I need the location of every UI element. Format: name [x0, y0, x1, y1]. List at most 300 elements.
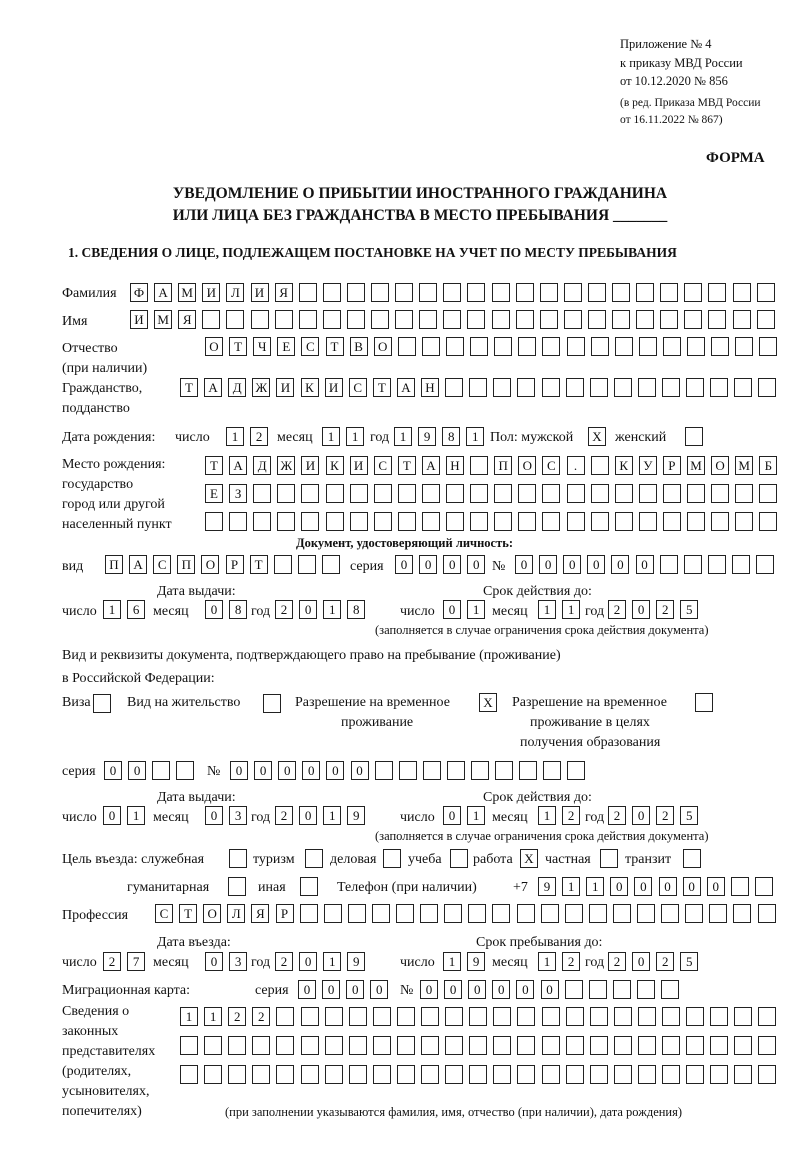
- char-box[interactable]: [252, 1065, 270, 1084]
- char-box[interactable]: [517, 1065, 535, 1084]
- char-box[interactable]: [614, 378, 632, 397]
- char-box[interactable]: 0: [230, 761, 248, 780]
- char-box[interactable]: [205, 512, 223, 531]
- char-box[interactable]: Н: [446, 456, 464, 475]
- char-box[interactable]: [495, 761, 513, 780]
- char-box[interactable]: Л: [227, 904, 245, 923]
- char-box[interactable]: 0: [302, 761, 320, 780]
- char-box[interactable]: [398, 484, 416, 503]
- char-box[interactable]: 1: [127, 806, 145, 825]
- char-box[interactable]: [591, 456, 609, 475]
- char-box[interactable]: 0: [541, 980, 559, 999]
- char-box[interactable]: [638, 1065, 656, 1084]
- char-box[interactable]: [229, 849, 247, 868]
- char-box[interactable]: [685, 904, 703, 923]
- char-box[interactable]: И: [301, 456, 319, 475]
- char-box[interactable]: [542, 1036, 560, 1055]
- char-box[interactable]: [470, 484, 488, 503]
- char-box[interactable]: [373, 1007, 391, 1026]
- char-box[interactable]: [709, 904, 727, 923]
- char-box[interactable]: 0: [299, 952, 317, 971]
- char-box[interactable]: [687, 337, 705, 356]
- char-box[interactable]: [639, 484, 657, 503]
- char-box[interactable]: [301, 512, 319, 531]
- char-box[interactable]: [276, 1036, 294, 1055]
- char-box[interactable]: [322, 555, 340, 574]
- char-box[interactable]: 1: [562, 877, 580, 896]
- char-box[interactable]: П: [177, 555, 195, 574]
- char-box[interactable]: С: [349, 378, 367, 397]
- char-box[interactable]: [564, 310, 582, 329]
- char-box[interactable]: [567, 484, 585, 503]
- char-box[interactable]: 0: [326, 761, 344, 780]
- char-box[interactable]: 0: [634, 877, 652, 896]
- char-box[interactable]: [226, 310, 244, 329]
- char-box[interactable]: 5: [680, 806, 698, 825]
- char-box[interactable]: [421, 1065, 439, 1084]
- char-box[interactable]: [685, 427, 703, 446]
- char-box[interactable]: [395, 310, 413, 329]
- char-box[interactable]: Б: [759, 456, 777, 475]
- char-box[interactable]: 9: [418, 427, 436, 446]
- char-box[interactable]: [397, 1036, 415, 1055]
- char-box[interactable]: [274, 555, 292, 574]
- char-box[interactable]: Ф: [130, 283, 148, 302]
- char-box[interactable]: [687, 484, 705, 503]
- char-box[interactable]: [756, 555, 774, 574]
- char-box[interactable]: [637, 980, 655, 999]
- char-box[interactable]: Н: [421, 378, 439, 397]
- char-box[interactable]: Е: [277, 337, 295, 356]
- char-box[interactable]: И: [276, 378, 294, 397]
- char-box[interactable]: С: [301, 337, 319, 356]
- char-box[interactable]: [494, 512, 512, 531]
- char-box[interactable]: [614, 1065, 632, 1084]
- char-box[interactable]: 0: [299, 806, 317, 825]
- char-box[interactable]: [735, 484, 753, 503]
- char-box[interactable]: [492, 904, 510, 923]
- char-box[interactable]: [566, 378, 584, 397]
- char-box[interactable]: 5: [680, 600, 698, 619]
- char-box[interactable]: [567, 337, 585, 356]
- char-box[interactable]: [383, 849, 401, 868]
- char-box[interactable]: [759, 512, 777, 531]
- char-box[interactable]: [711, 484, 729, 503]
- char-box[interactable]: [516, 283, 534, 302]
- char-box[interactable]: 0: [346, 980, 364, 999]
- char-box[interactable]: [612, 283, 630, 302]
- char-box[interactable]: 1: [443, 952, 461, 971]
- char-box[interactable]: [277, 512, 295, 531]
- char-box[interactable]: [325, 1036, 343, 1055]
- char-box[interactable]: [590, 1007, 608, 1026]
- char-box[interactable]: [202, 310, 220, 329]
- char-box[interactable]: [300, 877, 318, 896]
- char-box[interactable]: 0: [254, 761, 272, 780]
- char-box[interactable]: [422, 512, 440, 531]
- char-box[interactable]: 0: [278, 761, 296, 780]
- char-box[interactable]: [469, 378, 487, 397]
- char-box[interactable]: [397, 1065, 415, 1084]
- char-box[interactable]: [684, 310, 702, 329]
- char-box[interactable]: [301, 484, 319, 503]
- char-box[interactable]: [660, 310, 678, 329]
- char-box[interactable]: 0: [298, 980, 316, 999]
- char-box[interactable]: [615, 512, 633, 531]
- char-box[interactable]: [542, 512, 560, 531]
- char-box[interactable]: [326, 484, 344, 503]
- char-box[interactable]: [615, 484, 633, 503]
- char-box[interactable]: И: [350, 456, 368, 475]
- char-box[interactable]: О: [201, 555, 219, 574]
- char-box[interactable]: 6: [127, 600, 145, 619]
- char-box[interactable]: [565, 904, 583, 923]
- char-box[interactable]: 8: [347, 600, 365, 619]
- char-box[interactable]: К: [301, 378, 319, 397]
- char-box[interactable]: [176, 761, 194, 780]
- char-box[interactable]: 1: [346, 427, 364, 446]
- char-box[interactable]: X: [588, 427, 606, 446]
- char-box[interactable]: 0: [443, 555, 461, 574]
- char-box[interactable]: [444, 904, 462, 923]
- char-box[interactable]: [467, 310, 485, 329]
- char-box[interactable]: [755, 877, 773, 896]
- char-box[interactable]: [494, 484, 512, 503]
- char-box[interactable]: [325, 1007, 343, 1026]
- char-box[interactable]: 1: [323, 806, 341, 825]
- char-box[interactable]: [567, 761, 585, 780]
- char-box[interactable]: [591, 512, 609, 531]
- char-box[interactable]: [734, 378, 752, 397]
- char-box[interactable]: [662, 1065, 680, 1084]
- char-box[interactable]: [326, 512, 344, 531]
- char-box[interactable]: [567, 512, 585, 531]
- char-box[interactable]: 2: [250, 427, 268, 446]
- char-box[interactable]: [301, 1036, 319, 1055]
- char-box[interactable]: [467, 283, 485, 302]
- char-box[interactable]: 0: [636, 555, 654, 574]
- char-box[interactable]: 2: [656, 952, 674, 971]
- char-box[interactable]: [373, 1036, 391, 1055]
- char-box[interactable]: [371, 283, 389, 302]
- char-box[interactable]: [613, 980, 631, 999]
- char-box[interactable]: [399, 761, 417, 780]
- char-box[interactable]: [93, 694, 111, 713]
- char-box[interactable]: 1: [538, 600, 556, 619]
- char-box[interactable]: Я: [178, 310, 196, 329]
- char-box[interactable]: [445, 1036, 463, 1055]
- char-box[interactable]: З: [229, 484, 247, 503]
- char-box[interactable]: [493, 1036, 511, 1055]
- char-box[interactable]: 2: [608, 952, 626, 971]
- char-box[interactable]: 9: [347, 806, 365, 825]
- char-box[interactable]: [445, 378, 463, 397]
- char-box[interactable]: [638, 1007, 656, 1026]
- char-box[interactable]: [323, 310, 341, 329]
- char-box[interactable]: С: [153, 555, 171, 574]
- char-box[interactable]: [543, 761, 561, 780]
- char-box[interactable]: 0: [659, 877, 677, 896]
- char-box[interactable]: Т: [179, 904, 197, 923]
- char-box[interactable]: [419, 310, 437, 329]
- char-box[interactable]: О: [374, 337, 392, 356]
- char-box[interactable]: [445, 1065, 463, 1084]
- char-box[interactable]: Р: [663, 456, 681, 475]
- char-box[interactable]: [612, 310, 630, 329]
- char-box[interactable]: [494, 337, 512, 356]
- char-box[interactable]: 0: [632, 600, 650, 619]
- char-box[interactable]: [638, 1036, 656, 1055]
- char-box[interactable]: 3: [229, 952, 247, 971]
- char-box[interactable]: К: [615, 456, 633, 475]
- char-box[interactable]: [445, 1007, 463, 1026]
- char-box[interactable]: [708, 310, 726, 329]
- char-box[interactable]: А: [397, 378, 415, 397]
- char-box[interactable]: [350, 512, 368, 531]
- char-box[interactable]: [663, 337, 681, 356]
- char-box[interactable]: [375, 761, 393, 780]
- char-box[interactable]: [349, 1036, 367, 1055]
- char-box[interactable]: [733, 310, 751, 329]
- char-box[interactable]: 0: [370, 980, 388, 999]
- char-box[interactable]: [349, 1007, 367, 1026]
- char-box[interactable]: 0: [611, 555, 629, 574]
- char-box[interactable]: У: [639, 456, 657, 475]
- char-box[interactable]: Ч: [253, 337, 271, 356]
- char-box[interactable]: [443, 310, 461, 329]
- char-box[interactable]: [758, 378, 776, 397]
- char-box[interactable]: 1: [204, 1007, 222, 1026]
- char-box[interactable]: 0: [707, 877, 725, 896]
- char-box[interactable]: [371, 310, 389, 329]
- char-box[interactable]: [374, 484, 392, 503]
- char-box[interactable]: Т: [229, 337, 247, 356]
- char-box[interactable]: [734, 1036, 752, 1055]
- char-box[interactable]: Д: [253, 456, 271, 475]
- char-box[interactable]: [229, 512, 247, 531]
- char-box[interactable]: [686, 1065, 704, 1084]
- char-box[interactable]: 0: [610, 877, 628, 896]
- char-box[interactable]: 2: [252, 1007, 270, 1026]
- char-box[interactable]: Д: [228, 378, 246, 397]
- char-box[interactable]: 0: [587, 555, 605, 574]
- char-box[interactable]: [350, 484, 368, 503]
- char-box[interactable]: [277, 484, 295, 503]
- char-box[interactable]: [758, 1036, 776, 1055]
- char-box[interactable]: [758, 1065, 776, 1084]
- char-box[interactable]: [661, 980, 679, 999]
- char-box[interactable]: 1: [103, 600, 121, 619]
- char-box[interactable]: [300, 904, 318, 923]
- char-box[interactable]: 1: [323, 600, 341, 619]
- char-box[interactable]: 2: [275, 600, 293, 619]
- char-box[interactable]: 0: [467, 555, 485, 574]
- char-box[interactable]: [660, 283, 678, 302]
- char-box[interactable]: Я: [275, 283, 293, 302]
- char-box[interactable]: Т: [398, 456, 416, 475]
- char-box[interactable]: Т: [180, 378, 198, 397]
- char-box[interactable]: [542, 1065, 560, 1084]
- char-box[interactable]: [516, 310, 534, 329]
- char-box[interactable]: [759, 337, 777, 356]
- char-box[interactable]: X: [479, 693, 497, 712]
- char-box[interactable]: 2: [656, 600, 674, 619]
- char-box[interactable]: Л: [226, 283, 244, 302]
- char-box[interactable]: 1: [538, 806, 556, 825]
- char-box[interactable]: [372, 904, 390, 923]
- char-box[interactable]: Ж: [277, 456, 295, 475]
- char-box[interactable]: [471, 761, 489, 780]
- char-box[interactable]: [398, 512, 416, 531]
- char-box[interactable]: [298, 555, 316, 574]
- char-box[interactable]: [708, 283, 726, 302]
- char-box[interactable]: 2: [275, 952, 293, 971]
- char-box[interactable]: [325, 1065, 343, 1084]
- char-box[interactable]: 1: [180, 1007, 198, 1026]
- char-box[interactable]: 1: [467, 600, 485, 619]
- char-box[interactable]: [542, 378, 560, 397]
- char-box[interactable]: [663, 484, 681, 503]
- char-box[interactable]: [299, 310, 317, 329]
- char-box[interactable]: [518, 512, 536, 531]
- char-box[interactable]: А: [154, 283, 172, 302]
- char-box[interactable]: [600, 849, 618, 868]
- char-box[interactable]: Т: [205, 456, 223, 475]
- char-box[interactable]: [708, 555, 726, 574]
- char-box[interactable]: [757, 310, 775, 329]
- char-box[interactable]: [566, 1007, 584, 1026]
- char-box[interactable]: [423, 761, 441, 780]
- char-box[interactable]: [492, 310, 510, 329]
- char-box[interactable]: 3: [229, 806, 247, 825]
- char-box[interactable]: [542, 337, 560, 356]
- char-box[interactable]: 9: [538, 877, 556, 896]
- char-box[interactable]: [758, 904, 776, 923]
- char-box[interactable]: Р: [226, 555, 244, 574]
- char-box[interactable]: С: [542, 456, 560, 475]
- char-box[interactable]: М: [735, 456, 753, 475]
- char-box[interactable]: 0: [395, 555, 413, 574]
- char-box[interactable]: 8: [229, 600, 247, 619]
- char-box[interactable]: 9: [467, 952, 485, 971]
- char-box[interactable]: 0: [104, 761, 122, 780]
- char-box[interactable]: [263, 694, 281, 713]
- char-box[interactable]: [397, 1007, 415, 1026]
- char-box[interactable]: [662, 378, 680, 397]
- char-box[interactable]: [733, 283, 751, 302]
- char-box[interactable]: [492, 283, 510, 302]
- char-box[interactable]: [636, 310, 654, 329]
- char-box[interactable]: 2: [562, 952, 580, 971]
- char-box[interactable]: [470, 456, 488, 475]
- char-box[interactable]: [470, 512, 488, 531]
- char-box[interactable]: [591, 484, 609, 503]
- char-box[interactable]: [252, 1036, 270, 1055]
- char-box[interactable]: [517, 378, 535, 397]
- char-box[interactable]: [542, 484, 560, 503]
- char-box[interactable]: О: [205, 337, 223, 356]
- char-box[interactable]: [469, 1065, 487, 1084]
- char-box[interactable]: [228, 1036, 246, 1055]
- char-box[interactable]: Ж: [252, 378, 270, 397]
- char-box[interactable]: 1: [394, 427, 412, 446]
- char-box[interactable]: И: [325, 378, 343, 397]
- char-box[interactable]: [518, 484, 536, 503]
- char-box[interactable]: И: [202, 283, 220, 302]
- char-box[interactable]: [324, 904, 342, 923]
- char-box[interactable]: [687, 512, 705, 531]
- char-box[interactable]: [152, 761, 170, 780]
- char-box[interactable]: [710, 1036, 728, 1055]
- char-box[interactable]: .: [567, 456, 585, 475]
- char-box[interactable]: [686, 1007, 704, 1026]
- char-box[interactable]: [541, 904, 559, 923]
- char-box[interactable]: 1: [586, 877, 604, 896]
- char-box[interactable]: [734, 1065, 752, 1084]
- char-box[interactable]: [710, 378, 728, 397]
- char-box[interactable]: [301, 1065, 319, 1084]
- char-box[interactable]: [614, 1036, 632, 1055]
- char-box[interactable]: [323, 283, 341, 302]
- char-box[interactable]: [517, 904, 535, 923]
- char-box[interactable]: [204, 1036, 222, 1055]
- char-box[interactable]: 2: [608, 806, 626, 825]
- char-box[interactable]: О: [518, 456, 536, 475]
- char-box[interactable]: [566, 1036, 584, 1055]
- char-box[interactable]: 0: [539, 555, 557, 574]
- char-box[interactable]: 1: [562, 600, 580, 619]
- char-box[interactable]: 0: [205, 806, 223, 825]
- char-box[interactable]: И: [130, 310, 148, 329]
- char-box[interactable]: [305, 849, 323, 868]
- char-box[interactable]: [590, 1036, 608, 1055]
- char-box[interactable]: С: [155, 904, 173, 923]
- char-box[interactable]: [683, 849, 701, 868]
- char-box[interactable]: 0: [420, 980, 438, 999]
- char-box[interactable]: [276, 1065, 294, 1084]
- char-box[interactable]: [734, 1007, 752, 1026]
- char-box[interactable]: П: [494, 456, 512, 475]
- char-box[interactable]: [469, 1036, 487, 1055]
- char-box[interactable]: [204, 1065, 222, 1084]
- char-box[interactable]: 0: [563, 555, 581, 574]
- char-box[interactable]: А: [129, 555, 147, 574]
- char-box[interactable]: [735, 512, 753, 531]
- char-box[interactable]: [228, 1065, 246, 1084]
- char-box[interactable]: [540, 283, 558, 302]
- char-box[interactable]: 1: [323, 952, 341, 971]
- char-box[interactable]: [517, 1007, 535, 1026]
- char-box[interactable]: [686, 378, 704, 397]
- char-box[interactable]: 9: [347, 952, 365, 971]
- char-box[interactable]: П: [105, 555, 123, 574]
- char-box[interactable]: [518, 337, 536, 356]
- char-box[interactable]: 1: [322, 427, 340, 446]
- char-box[interactable]: [374, 512, 392, 531]
- char-box[interactable]: [349, 1065, 367, 1084]
- char-box[interactable]: [759, 484, 777, 503]
- char-box[interactable]: 0: [683, 877, 701, 896]
- char-box[interactable]: [711, 512, 729, 531]
- char-box[interactable]: [422, 337, 440, 356]
- char-box[interactable]: [591, 337, 609, 356]
- char-box[interactable]: [565, 980, 583, 999]
- char-box[interactable]: [735, 337, 753, 356]
- char-box[interactable]: 0: [632, 806, 650, 825]
- char-box[interactable]: М: [178, 283, 196, 302]
- char-box[interactable]: [732, 555, 750, 574]
- char-box[interactable]: 0: [516, 980, 534, 999]
